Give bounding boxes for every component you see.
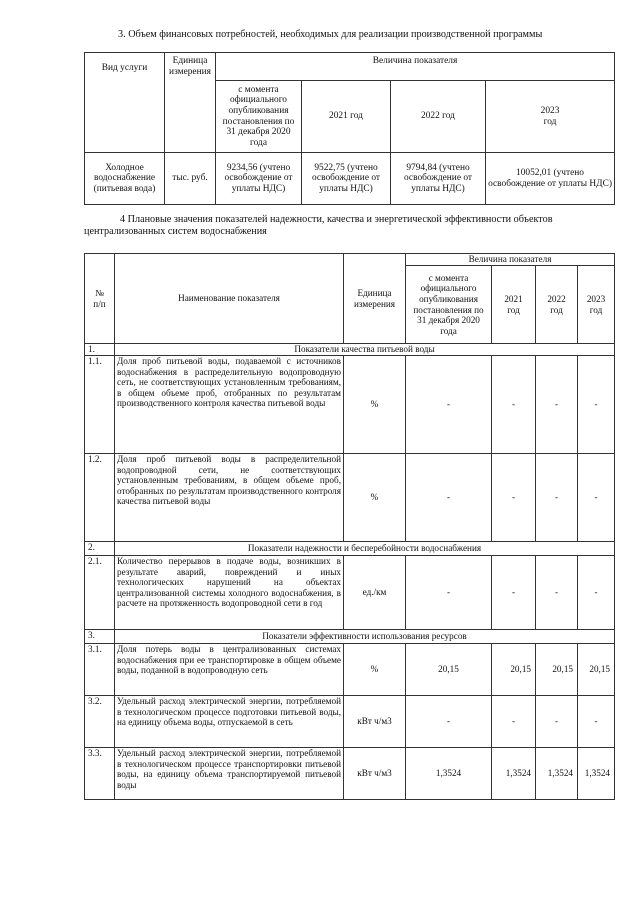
indicator-value: - xyxy=(578,356,615,454)
indicator-value: - xyxy=(536,454,578,542)
group-title: Показатели качества питьевой воды xyxy=(115,344,615,356)
indicator-name: Доля потерь воды в централизованных системах водоснабжения при ее транспортировке в общем объеме воды, поданной в водопроводную сеть xyxy=(115,644,344,696)
indicator-unit: % xyxy=(344,454,406,542)
indicator-value: - xyxy=(406,454,492,542)
indicator-value: 1,3524 xyxy=(406,748,492,800)
section-4-title: 4 Плановые значения показателей надежности, качества и энергетической эффективности объектов централизованных систем водоснабжения xyxy=(84,214,553,237)
indicators-table xyxy=(84,253,615,800)
indicator-value: - xyxy=(578,556,615,630)
period-header: 2022 год xyxy=(536,266,578,344)
period-header: 2021 год xyxy=(302,81,391,153)
indicator-value: - xyxy=(406,356,492,454)
row-number: 3.2. xyxy=(85,696,115,748)
unit-header: Единица измерения xyxy=(165,53,216,153)
row-number: 1.2. xyxy=(85,454,115,542)
period-header: 2021 год xyxy=(492,266,536,344)
indicator-value: 20,15 xyxy=(492,644,536,696)
indicator-value: 1,3524 xyxy=(536,748,578,800)
indicator-name: Доля проб питьевой воды, подаваемой с источников водоснабжения в распределительную водопроводную сеть, не соответствующих установленным требованиям, в общем объеме проб, отобранных по результатам производственного контроля качества питьевой воды xyxy=(115,356,344,454)
financial-needs-table xyxy=(84,52,615,205)
indicator-unit: % xyxy=(344,356,406,454)
financial-value: 10052,01 (учтено освобождение от уплаты НДС) xyxy=(486,153,615,205)
indicator-unit: ед./км xyxy=(344,556,406,630)
financial-value: 9794,84 (учтено освобождение от уплаты НДС) xyxy=(391,153,486,205)
indicator-unit: кВт ч/м3 xyxy=(344,696,406,748)
indicator-value: - xyxy=(492,356,536,454)
group-title: Показатели эффективности использования ресурсов xyxy=(115,630,615,644)
group-number: 3. xyxy=(85,630,115,644)
unit-header: Единица измерения xyxy=(344,254,406,344)
service-unit: тыс. руб. xyxy=(165,153,216,205)
indicator-value: - xyxy=(536,356,578,454)
indicator-value: 1,3524 xyxy=(492,748,536,800)
indicator-value: 20,15 xyxy=(406,644,492,696)
indicator-value: 1,3524 xyxy=(578,748,615,800)
period-header: 2022 год xyxy=(391,81,486,153)
row-number: 1.1. xyxy=(85,356,115,454)
indicator-value: 20,15 xyxy=(536,644,578,696)
value-header: Величина показателя xyxy=(406,254,615,266)
indicator-value: - xyxy=(492,454,536,542)
name-header: Наименование показателя xyxy=(115,254,344,344)
indicator-unit: кВт ч/м3 xyxy=(344,748,406,800)
group-title: Показатели надежности и бесперебойности водоснабжения xyxy=(115,542,615,556)
value-header: Величина показателя xyxy=(216,53,615,81)
financial-value: 9234,56 (учтено освобождение от уплаты НДС) xyxy=(216,153,302,205)
indicator-value: - xyxy=(578,454,615,542)
indicator-value: 20,15 xyxy=(578,644,615,696)
indicator-value: - xyxy=(536,696,578,748)
num-header: № п/п xyxy=(85,254,115,344)
group-number: 1. xyxy=(85,344,115,356)
indicator-value: - xyxy=(536,556,578,630)
service-header: Вид услуги xyxy=(85,53,165,153)
group-number: 2. xyxy=(85,542,115,556)
indicator-name: Количество перерывов в подаче воды, возникших в результате аварий, повреждений и иных технологических нарушений на объектах централизованной системы холодного водоснабжения, в расчете на протяженность водопроводной сети в год xyxy=(115,556,344,630)
indicator-name: Удельный расход электрической энергии, потребляемой в технологическом процессе транспортировки питьевой воды, на единицу объема транспортируемой питьевой воды xyxy=(115,748,344,800)
indicator-value: - xyxy=(406,696,492,748)
period-header: с момента официального опубликования постановления по 31 декабря 2020 года xyxy=(216,81,302,153)
financial-value: 9522,75 (учтено освобождение от уплаты НДС) xyxy=(302,153,391,205)
indicator-value: - xyxy=(492,556,536,630)
period-header: 2023 год xyxy=(486,81,615,153)
row-number: 2.1. xyxy=(85,556,115,630)
indicator-name: Доля проб питьевой воды в распределительной водопроводной сети, не соответствующих установленным требованиям, в общем объеме проб, отобранных по результатам производственного контроля качества питьевой воды xyxy=(115,454,344,542)
indicator-value: - xyxy=(578,696,615,748)
section-3-title: 3. Объем финансовых потребностей, необходимых для реализации производственной программы xyxy=(118,29,543,40)
row-number: 3.1. xyxy=(85,644,115,696)
service-name: Холодное водоснабжение (питьевая вода) xyxy=(85,153,165,205)
period-header: 2023 год xyxy=(578,266,615,344)
row-number: 3.3. xyxy=(85,748,115,800)
indicator-value: - xyxy=(406,556,492,630)
period-header: с момента официального опубликования постановления по 31 декабря 2020 года xyxy=(406,266,492,344)
indicator-name: Удельный расход электрической энергии, потребляемой в технологическом процессе подготовки питьевой воды, на единицу объема воды, отпускаемой в сеть xyxy=(115,696,344,748)
indicator-value: - xyxy=(492,696,536,748)
indicator-unit: % xyxy=(344,644,406,696)
